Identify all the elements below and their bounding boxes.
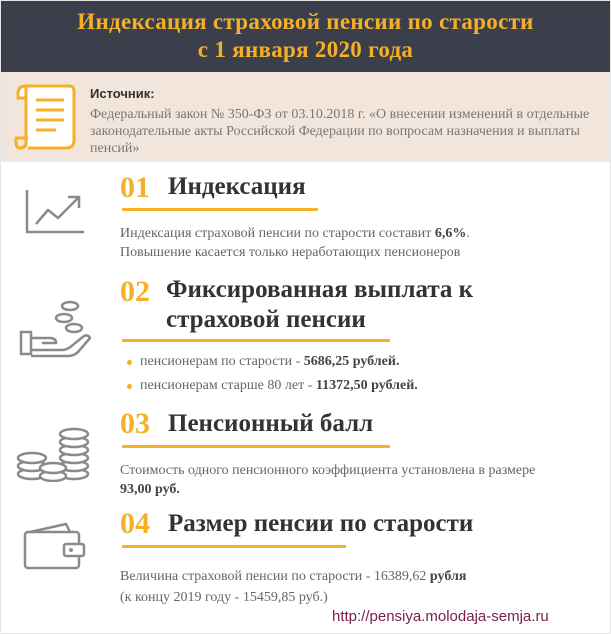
list-item	[120, 374, 418, 398]
growth-chart-icon	[24, 188, 86, 236]
bullet-label: пенсионерам по старости -	[140, 354, 304, 369]
section-4-text-bold: рубля	[429, 569, 467, 584]
source-block	[0, 72, 611, 162]
section-2-title-line2: страховой пенсии	[166, 306, 366, 333]
section-1-text-prefix: Индексация страховой пенсии по старости составит	[120, 226, 435, 241]
bullet-value: 5686,25 рублей.	[303, 354, 400, 369]
section-2-number: 02	[120, 275, 150, 308]
watermark-url: http://pensiya.molodaja-semja.ru	[332, 608, 549, 625]
source-label: Источник:	[90, 86, 155, 101]
section-1-text	[120, 224, 590, 262]
section-3-title: Пенсионный балл	[168, 410, 374, 437]
section-3-text	[120, 461, 602, 499]
list-item	[120, 350, 418, 374]
section-4-text	[120, 566, 602, 608]
section-2-underline	[122, 339, 390, 342]
section-3-text-main: Стоимость одного пенсионного коэффициента установлена в размере	[120, 463, 536, 478]
section-4-underline	[122, 545, 346, 548]
section-4-number: 04	[120, 507, 150, 540]
section-3-value: 93,00 руб.	[120, 482, 180, 497]
bullet-label: пенсионерам старше 80 лет -	[140, 378, 316, 393]
section-1-text-suffix: .	[466, 226, 470, 241]
section-1-title: Индексация	[168, 173, 306, 200]
hand-coins-icon	[18, 298, 94, 360]
section-1-value: 6,6%	[434, 226, 467, 241]
section-3-number: 03	[120, 407, 150, 440]
wallet-icon	[22, 522, 88, 572]
header-title-line1: Индексация страховой пенсии по старости	[77, 9, 534, 34]
section-1-text-line2: Повышение касается только неработающих пенсионеров	[120, 245, 461, 260]
bullet-value: 11372,50 рублей.	[315, 378, 418, 393]
header	[0, 0, 611, 72]
header-title-line2: с 1 января 2020 года	[197, 37, 414, 62]
section-2-title-line1: Фиксированная выплата к	[166, 276, 474, 303]
section-1-number: 01	[120, 171, 150, 204]
section-4-title: Размер пенсии по старости	[168, 510, 474, 537]
coin-stacks-icon	[14, 424, 94, 482]
section-3-underline	[122, 445, 390, 448]
section-4-text-prefix: Величина страховой пенсии по старости - 16389,62	[120, 569, 430, 584]
section-1-underline	[122, 208, 318, 211]
section-4-text-line2: (к концу 2019 году - 15459,85 руб.)	[120, 590, 328, 605]
section-2-bullets	[120, 350, 418, 398]
source-text: Федеральный закон № 350-ФЗ от 03.10.2018 г. «О внесении изменений в отдельные законодательные акты Российской Федерации по вопросам назначения и выплаты пенсий»	[90, 107, 590, 156]
scroll-document-icon	[14, 82, 78, 152]
